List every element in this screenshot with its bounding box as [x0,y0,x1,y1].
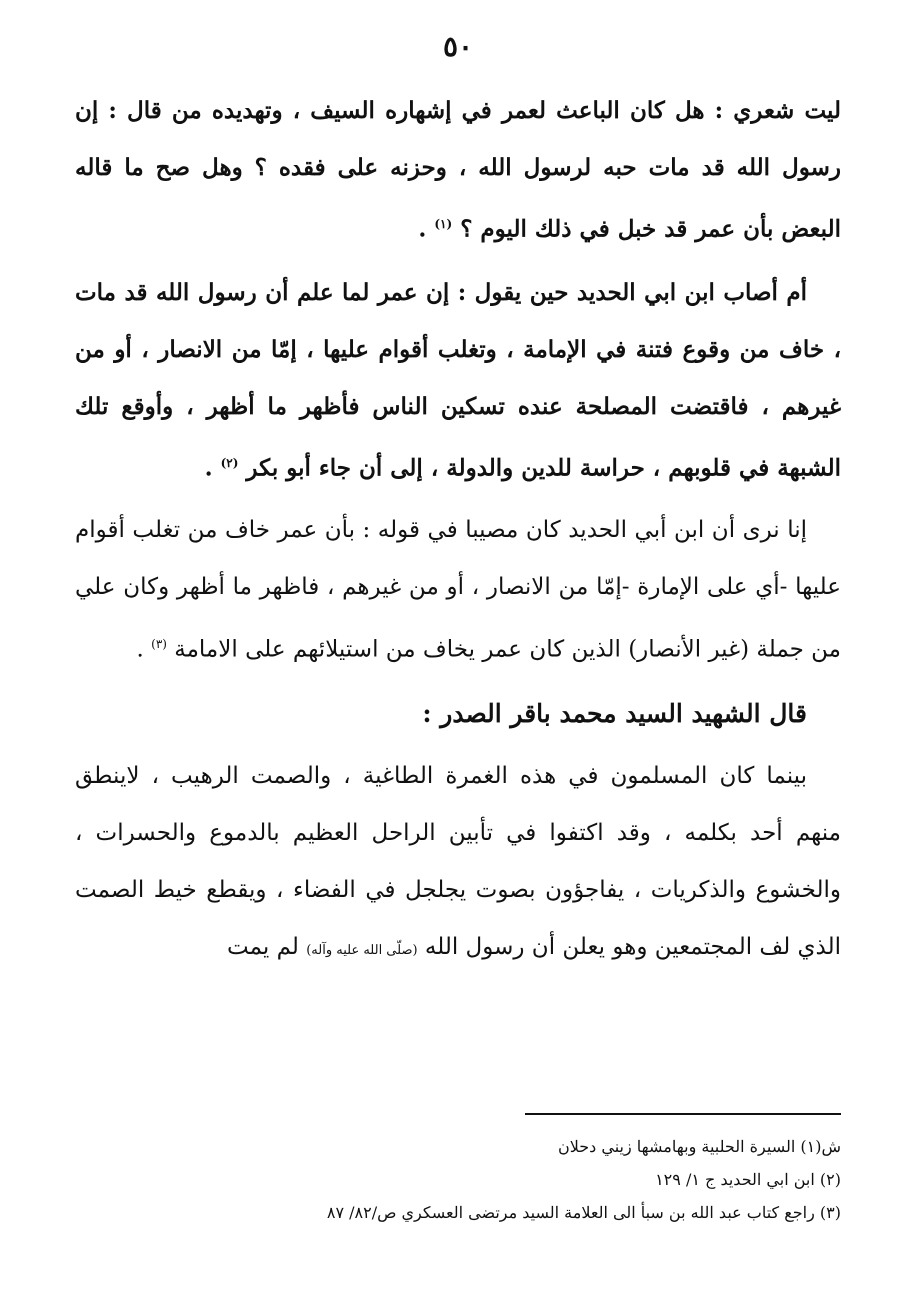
paragraph-3-end: . [136,636,152,663]
salat-phrase: (صلّى الله عليه وآله) [306,942,418,958]
paragraph-3-text: إنا نرى أن ابن أبي الحديد كان مصيبا في قوله : بأن عمر خاف من تغلب أقوام عليها -أي على الإمارة -إمّا من الانصار ، أو من غيرهم ، فاظهر ما أظهر وكان علي من جملة (غير الأنصار) الذين كان عمر يخاف من استيلائهم على الامامة [75,517,841,663]
paragraph-2 [75,264,841,497]
paragraph-1 [75,82,841,258]
footnote-ref-2[interactable]: (٢) [220,455,239,470]
paragraph-1-end: . [418,215,435,243]
footnote-ref-1[interactable]: (١) [434,217,453,231]
section-heading: قال الشهيد السيد محمد باقر الصدر : [422,698,807,728]
footnote-ref-3[interactable]: (٣) [151,637,167,652]
footnote-3: (٣) راجع كتاب عبد الله بن سبأ الى العلامة السيد مرتضى العسكري ص/٨٢/ ٨٧ [326,1203,841,1222]
footnote-2: (٢) ابن ابي الحديد ج ١/ ١٢٩ [655,1170,841,1189]
footnote-1: ش(١) السيرة الحلبية وبهامشها زيني دحلان [557,1137,841,1156]
paragraph-4 [75,748,841,979]
paragraph-4-text: بينما كان المسلمون في هذه الغمرة الطاغية ، والصمت الرهيب ، لاينطق منهم أحد بكلمه ، وقد اكتفوا في تأبين الراحل العظيم بالدموع والحسرات ، والخشوع والذكريات ، يفاجؤون بصوت يجلجل في الفضاء ، ويقطع خيط الصمت الذي لف المجتمعين وهو يعلن أن رسول الله [75,762,841,960]
body-text [75,82,841,985]
paragraph-1-text: ليت شعري : هل كان الباعث لعمر في إشهاره السيف ، وتهديده من قال : إن رسول الله قد مات حبه لرسول الله ، وحزنه على فقده ؟ وهل صح ما قاله البعض بأن عمر قد خبل في ذلك اليوم ؟ [75,97,841,243]
footnotes [260,1130,841,1229]
paragraph-2-text: أم أصاب ابن ابي الحديد حين يقول : إن عمر لما علم أن رسول الله قد مات ، خاف من وقوع فتنة في الإمامة ، وتغلب أقوام عليها ، إمّا من الانصار ، أو من غيرهم ، فاقتضت المصلحة عنده تسكين الناس فأظهر ما أظهر ، وأوقع تلك الشبهة في قلوبهم ، حراسة للدين والدولة ، إلى أن جاء أبو بكر [75,278,841,482]
paragraph-2-end: . [204,454,221,482]
paragraph-3 [75,502,841,679]
page-number: ٥٠ [442,30,474,63]
footnote-divider [525,1113,841,1115]
paragraph-4-tail: لم يمت [226,933,299,960]
